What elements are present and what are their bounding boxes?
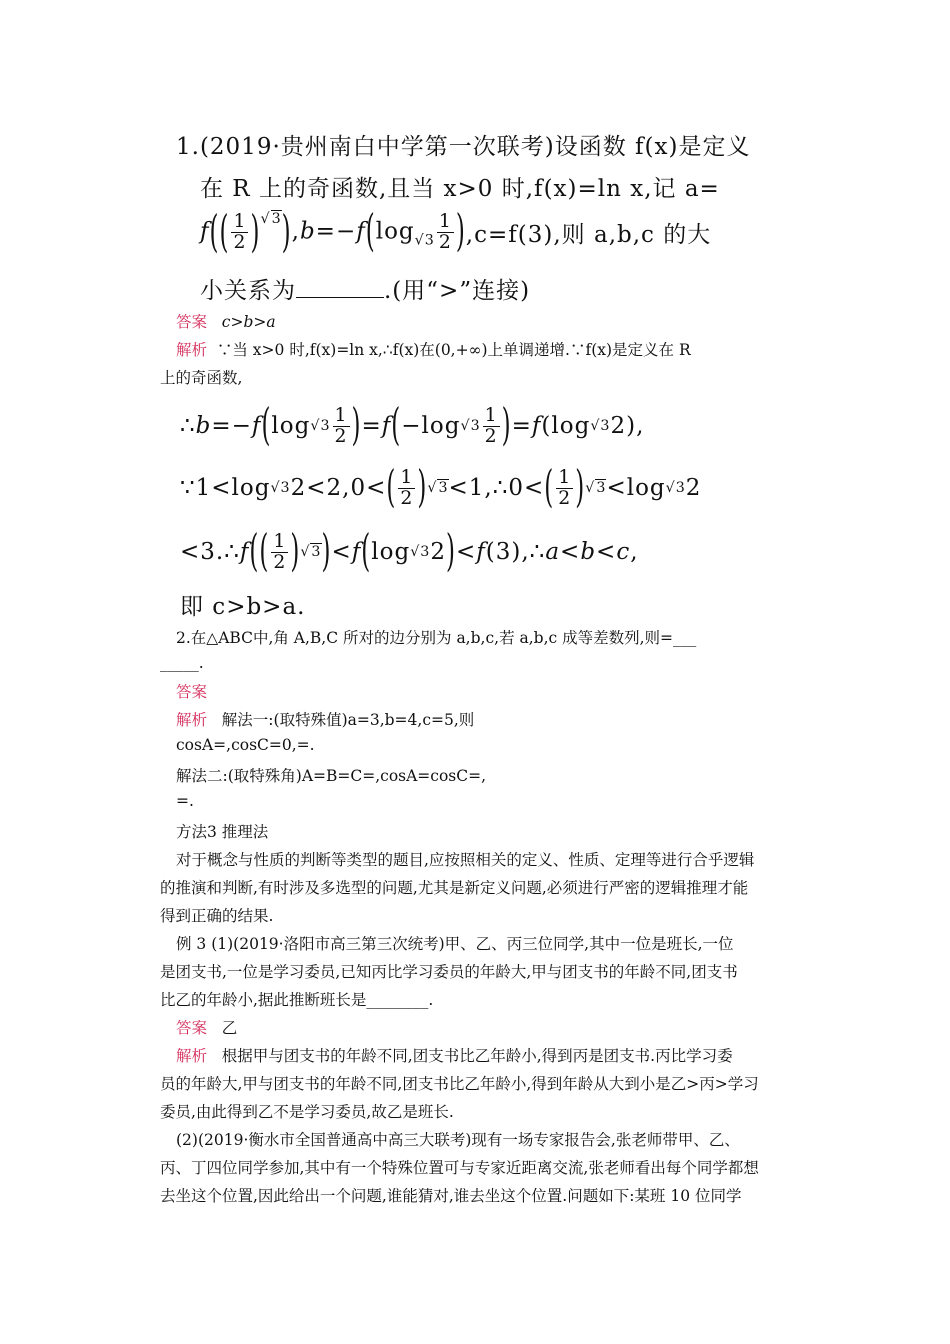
- q1-answer-blank: [296, 297, 384, 298]
- q1-line4-end: .(用“>”连接): [384, 278, 531, 304]
- q2-answer-label: 答案: [176, 683, 208, 701]
- analysis-label: 解析: [176, 341, 208, 359]
- answer-value: c>b>a: [221, 313, 276, 331]
- q1-derivation-3: <3.∴ f ( ( $\frac{1}{2}$ ) √3 ) < f ( log √3 2 ) < f (3),∴ a < b < c ,: [180, 527, 639, 577]
- q1-answer: [176, 310, 276, 332]
- q1-line4-start: 小关系为: [200, 278, 296, 304]
- ex3-part2-line3: 去坐这个位置,因此给出一个问题,谁能猜对,谁去坐这个位置.问题如下:某班 10 位同学: [160, 1187, 742, 1205]
- q2-method1-text: 解法一:(取特殊值)a=3,b=4,c=5,则: [221, 711, 475, 729]
- ex3-analysis: [176, 1044, 733, 1066]
- ex3-part2-line2: 丙、丁四位同学参加,其中有一个特殊位置可与专家近距离交流,张老师看出每个同学都想: [160, 1159, 759, 1177]
- analysis-text: ∵当 x>0 时,f(x)=ln x,∴f(x)在(0,+∞)上单调递增.∵f(x)是定义在 R: [216, 341, 691, 359]
- ex3-analysis-text: 根据甲与团支书的年龄不同,团支书比乙年龄小,得到丙是团支书.丙比学习委: [221, 1047, 733, 1065]
- ex3-analysis-label: 解析: [176, 1047, 208, 1065]
- method3-p1: 对于概念与性质的判断等类型的题目,应按照相关的定义、性质、定理等进行合乎逻辑: [176, 851, 755, 869]
- ex3-answer-value: 乙: [221, 1019, 238, 1037]
- answer-label: 答案: [176, 313, 208, 331]
- method3-p3: 得到正确的结果.: [160, 907, 274, 925]
- q1-analysis-line1: [176, 338, 691, 360]
- ex3-line3: 比乙的年龄小,据此推断班长是________.: [160, 991, 434, 1009]
- q1-derivation-2: ∵1<log √3 2<2,0< ( $\frac{1}{2}$ ) √3 <1,∴0< ( $\frac{1}{2}$ ) √3 <log √3 2: [180, 463, 702, 513]
- q1-line3-end: ,c=f(3),则 a,b,c 的大: [465, 221, 712, 248]
- q2-analysis-label: 解析: [176, 711, 208, 729]
- ex3-answer: [176, 1016, 237, 1038]
- q1-line3: [200, 204, 711, 260]
- q1-line4: [200, 272, 530, 305]
- q1-analysis-line2: 上的奇函数,: [160, 369, 243, 387]
- ex3-answer-label: 答案: [176, 1019, 208, 1037]
- ex3-line2: 是团支书,一位是学习委员,已知丙比学习委员的年龄大,甲与团支书的年龄不同,团支书: [160, 963, 738, 981]
- method3-title: 方法3 推理法: [176, 823, 269, 841]
- q1-formula-b: $,b=-f(\log_{√3}$ $\frac{1}{2}$ ): [291, 207, 466, 257]
- q2-line1: 2.在△ABC中,角 A,B,C 所对的边分别为 a,b,c,若 a,b,c 成等差数列,则=___: [176, 629, 697, 647]
- ex3-analysis-2: 员的年龄大,甲与团支书的年龄不同,团支书比乙年龄小,得到年龄从大到小是乙>丙>学习: [160, 1075, 759, 1093]
- q1-line2: 在 R 上的奇函数,且当 x>0 时,f(x)=ln x,记 a=: [200, 176, 720, 202]
- q1-derivation-1: ∴ b =− f ( log √3 $\frac{1}{2}$ ) = f ( −log √3 $\frac{1}{2}$ ) = f (log √3 2),: [180, 401, 645, 451]
- method3-p2: 的推演和判断,有时涉及多选型的问题,尤其是新定义问题,必须进行严密的逻辑推理才能: [160, 879, 749, 897]
- ex3-line1: 例 3 (1)(2019·洛阳市高三第三次统考)甲、乙、丙三位同学,其中一位是班长,一位: [176, 935, 734, 953]
- q2-method1: [176, 708, 474, 730]
- q1-line1: 1.(2019·贵州南白中学第一次联考)设函数 f(x)是定义: [176, 134, 751, 160]
- q1-formula-a: f(( $\frac{1}{2}$ )$^{√3}$): [200, 207, 292, 258]
- q2-method2-b: =.: [176, 792, 194, 810]
- q2-line2: _____.: [160, 654, 204, 672]
- q2-method1-b: cosA=,cosC=0,=.: [176, 736, 315, 754]
- ex3-part2-line1: (2)(2019·衡水市全国普通高中高三大联考)现有一场专家报告会,张老师带甲、乙、: [176, 1131, 740, 1149]
- ex3-analysis-3: 委员,由此得到乙不是学习委员,故乙是班长.: [160, 1103, 454, 1121]
- q2-method2: 解法二:(取特殊角)A=B=C=,cosA=cosC=,: [176, 767, 487, 785]
- q1-conclusion: 即 c>b>a.: [180, 594, 306, 620]
